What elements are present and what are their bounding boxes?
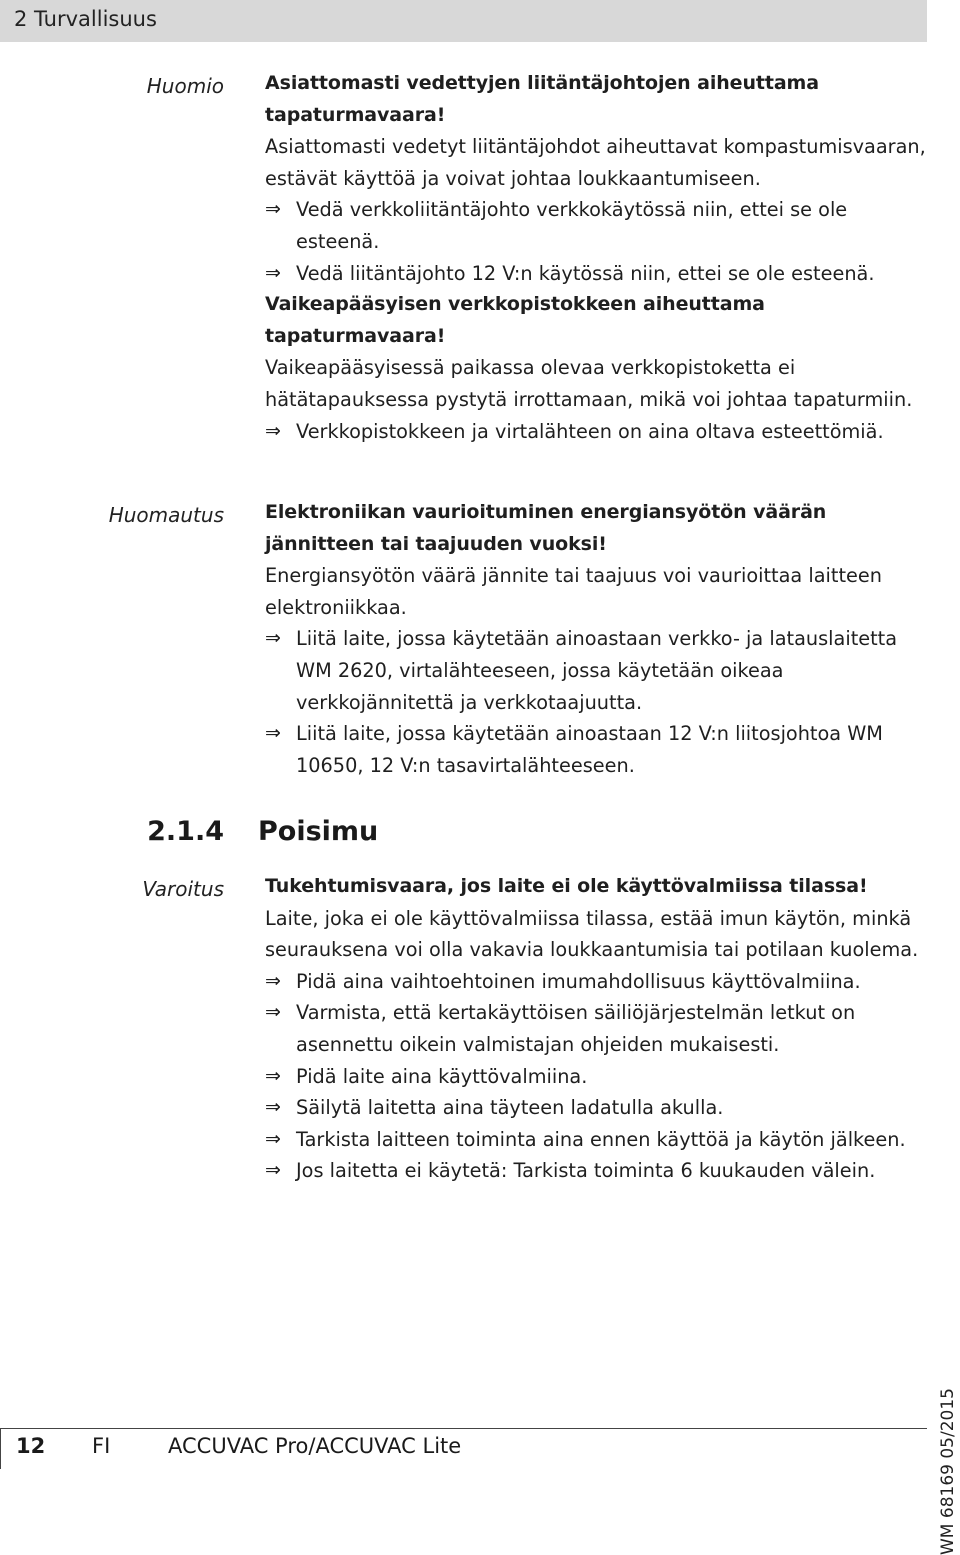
- notice-text: Asiattomasti vedetyt liitäntäjohdot aiheuttavat kompastumisvaaran, estävät käyttöä ja voivat johtaa loukkaantumiseen.: [265, 135, 926, 190]
- arrow-right-icon: ⇒: [265, 722, 281, 745]
- section-title: Poisimu: [258, 816, 379, 847]
- instruction-item: ⇒ Pidä aina vaihtoehtoinen imumahdollisuus käyttövalmiina.: [265, 966, 930, 998]
- instruction-item: ⇒ Verkkopistokkeen ja virtalähteen on aina oltava esteettömiä.: [265, 416, 930, 448]
- notice-text: Vaikeapääsyisessä paikassa olevaa verkkopistoketta ei hätätapauksessa pystytä irrottamaan, mikä voi johtaa tapaturmiin.: [265, 356, 913, 411]
- instruction-item: ⇒ Jos laitetta ei käytetä: Tarkista toiminta 6 kuukauden välein.: [265, 1155, 930, 1187]
- document-code: WM 68169 05/2015: [938, 1388, 958, 1555]
- instruction-item: ⇒ Varmista, että kertakäyttöisen säiliöjärjestelmän letkut on asennettu oikein valmistajan ohjeiden mukaisesti.: [265, 997, 930, 1060]
- notice-title: Vaikeapääsyisen verkkopistokkeen aiheuttama tapaturmavaara!: [265, 293, 765, 347]
- arrow-right-icon: ⇒: [265, 969, 281, 992]
- arrow-right-icon: ⇒: [265, 1064, 281, 1087]
- instruction-item: ⇒ Vedä liitäntäjohto 12 V:n käytössä niin, ettei se ole esteenä.: [265, 258, 930, 290]
- block-body: [265, 497, 930, 781]
- notice-text: Energiansyötön väärä jännite tai taajuus voi vaurioittaa laitteen elektroniikkaa.: [265, 564, 882, 619]
- arrow-right-icon: ⇒: [265, 1001, 281, 1024]
- block-body: [265, 871, 930, 1187]
- instruction-item: ⇒ Säilytä laitetta aina täyteen ladatulla akulla.: [265, 1092, 930, 1124]
- arrow-right-icon: ⇒: [265, 627, 281, 650]
- chapter-title: 2 Turvallisuus: [14, 7, 157, 31]
- section-number: 2.1.4: [147, 816, 224, 847]
- block-body: [265, 68, 930, 447]
- arrow-right-icon: ⇒: [265, 1127, 281, 1150]
- notice-title: Elektroniikan vaurioituminen energiansyötön väärän jännitteen tai taajuuden vuoksi!: [265, 501, 827, 555]
- header-bar: [0, 0, 927, 42]
- block-label: Huomautus: [108, 503, 224, 527]
- product-name: ACCUVAC Pro/ACCUVAC Lite: [168, 1434, 462, 1458]
- page-footer: [0, 1428, 927, 1469]
- language-code: FI: [92, 1434, 111, 1458]
- block-label: Varoitus: [142, 877, 224, 901]
- notice-text: Laite, joka ei ole käyttövalmiissa tilassa, estää imun käytön, minkä seurauksena voi olla vakavia loukkaantumisia tai potilaan kuolema.: [265, 906, 919, 962]
- instruction-item: ⇒ Tarkista laitteen toiminta aina ennen käyttöä ja käytön jälkeen.: [265, 1124, 930, 1156]
- arrow-right-icon: ⇒: [265, 419, 281, 442]
- footer-divider: [0, 1429, 1, 1469]
- instruction-item: ⇒ Liitä laite, jossa käytetään ainoastaan verkko- ja latauslaitetta WM 2620, virtalähteeseen, jossa käytetään oikeaa verkkojännitettä ja verkkotaajuutta.: [265, 623, 930, 718]
- instruction-item: ⇒ Vedä verkkoliitäntäjohto verkkokäytössä niin, ettei se ole esteenä.: [265, 194, 930, 257]
- instruction-item: ⇒ Pidä laite aina käyttövalmiina.: [265, 1061, 930, 1093]
- page-number: 12: [16, 1434, 46, 1458]
- arrow-right-icon: ⇒: [265, 198, 281, 221]
- block-label: Huomio: [146, 74, 224, 98]
- notice-title: Asiattomasti vedettyjen liitäntäjohtojen aiheuttama tapaturmavaara!: [265, 72, 819, 126]
- instruction-item: ⇒ Liitä laite, jossa käytetään ainoastaan 12 V:n liitosjohtoa WM 10650, 12 V:n tasavirtalähteeseen.: [265, 718, 930, 781]
- notice-title: Tukehtumisvaara, jos laite ei ole käyttövalmiissa tilassa!: [265, 875, 868, 897]
- arrow-right-icon: ⇒: [265, 261, 281, 284]
- arrow-right-icon: ⇒: [265, 1096, 281, 1119]
- arrow-right-icon: ⇒: [265, 1159, 281, 1182]
